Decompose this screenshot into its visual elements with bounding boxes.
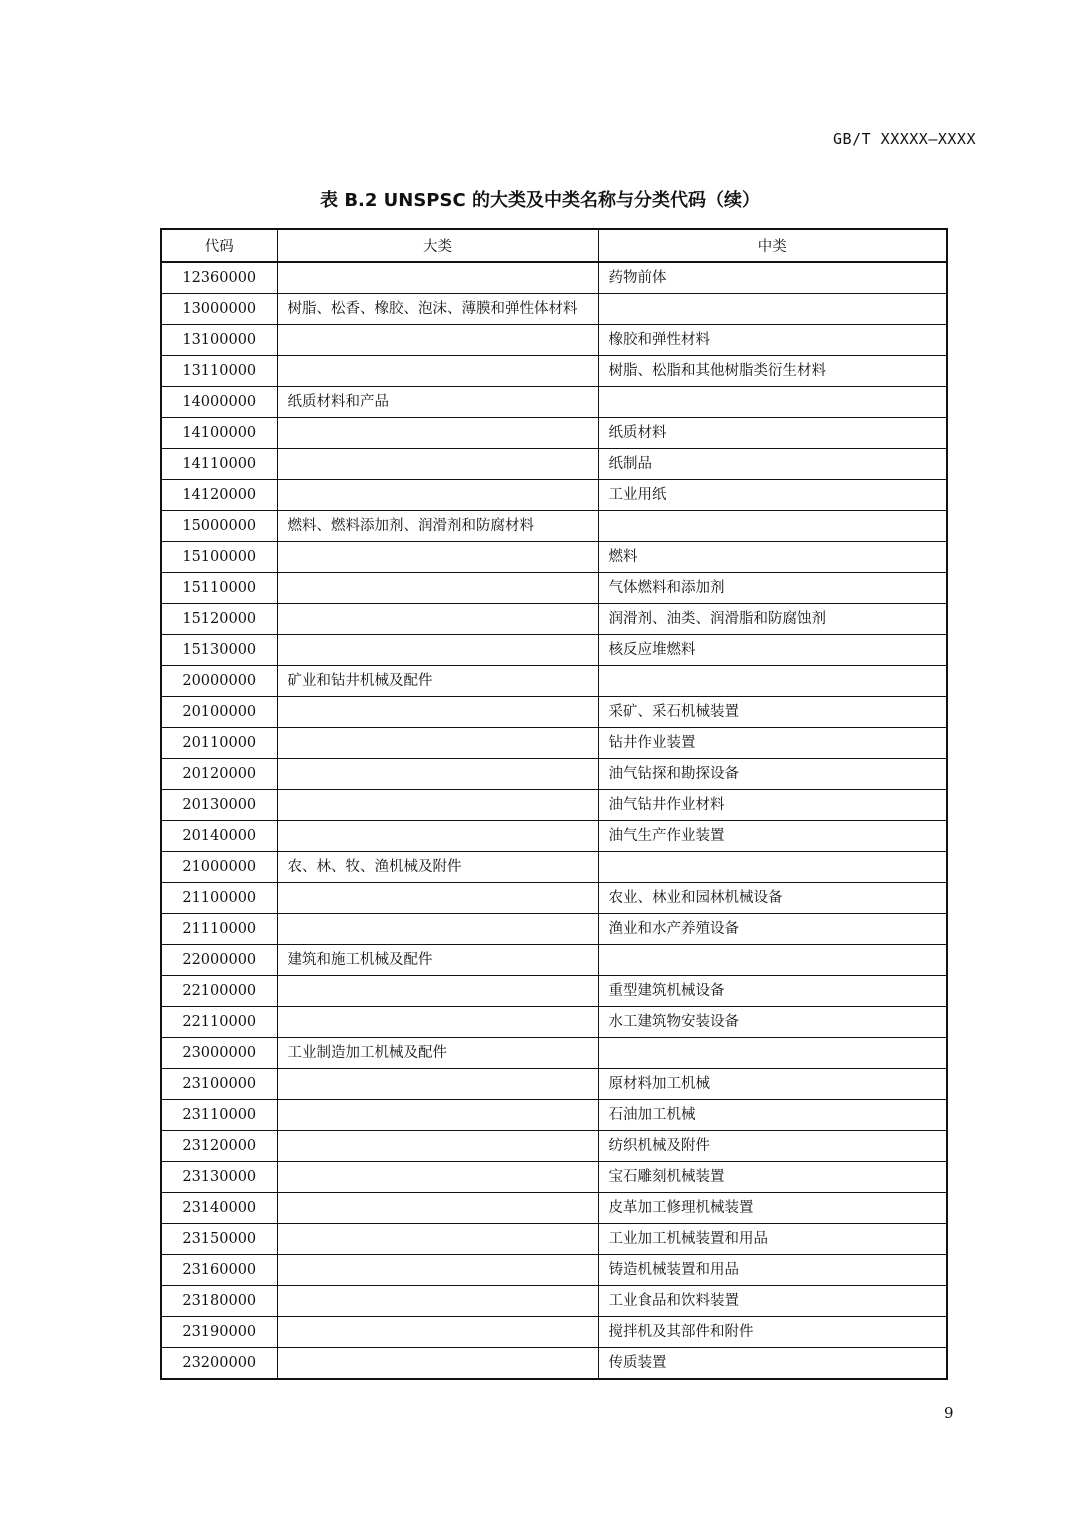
- cell-code: 23100000: [161, 1069, 277, 1100]
- cell-major: [277, 1100, 598, 1131]
- table-row: [161, 356, 947, 387]
- cell-mid: [598, 945, 947, 976]
- table-row: [161, 449, 947, 480]
- table-row: [161, 1255, 947, 1286]
- cell-code: 13000000: [161, 294, 277, 325]
- cell-code: 15100000: [161, 542, 277, 573]
- table-row: [161, 697, 947, 728]
- cell-code: 23190000: [161, 1317, 277, 1348]
- cell-code: 23140000: [161, 1193, 277, 1224]
- table-row: [161, 1286, 947, 1317]
- cell-mid: 油气钻井作业材料: [598, 790, 947, 821]
- cell-code: 15000000: [161, 511, 277, 542]
- cell-mid: 重型建筑机械设备: [598, 976, 947, 1007]
- table-row: [161, 883, 947, 914]
- cell-code: 14100000: [161, 418, 277, 449]
- table-row: [161, 1100, 947, 1131]
- cell-major: [277, 573, 598, 604]
- cell-major: [277, 1162, 598, 1193]
- cell-major: 燃料、燃料添加剂、润滑剂和防腐材料: [277, 511, 598, 542]
- cell-major: [277, 1286, 598, 1317]
- table-row: [161, 635, 947, 666]
- cell-code: 23130000: [161, 1162, 277, 1193]
- cell-mid: [598, 666, 947, 697]
- cell-code: 13100000: [161, 325, 277, 356]
- table-body: [161, 262, 947, 1379]
- table-row: [161, 1317, 947, 1348]
- table-row: [161, 542, 947, 573]
- cell-mid: 纸制品: [598, 449, 947, 480]
- cell-code: 12360000: [161, 262, 277, 294]
- cell-mid: 气体燃料和添加剂: [598, 573, 947, 604]
- cell-code: 20100000: [161, 697, 277, 728]
- cell-code: 15130000: [161, 635, 277, 666]
- cell-code: 23120000: [161, 1131, 277, 1162]
- cell-major: [277, 542, 598, 573]
- cell-code: 20120000: [161, 759, 277, 790]
- cell-code: 23180000: [161, 1286, 277, 1317]
- cell-mid: [598, 1038, 947, 1069]
- table-row: [161, 914, 947, 945]
- cell-major: [277, 759, 598, 790]
- table-row: [161, 945, 947, 976]
- cell-major: [277, 883, 598, 914]
- cell-major: [277, 1007, 598, 1038]
- cell-mid: 传质装置: [598, 1348, 947, 1380]
- cell-major: 树脂、松香、橡胶、泡沫、薄膜和弹性体材料: [277, 294, 598, 325]
- cell-code: 22110000: [161, 1007, 277, 1038]
- cell-mid: 宝石雕刻机械装置: [598, 1162, 947, 1193]
- cell-code: 13110000: [161, 356, 277, 387]
- cell-major: [277, 1224, 598, 1255]
- cell-code: 21100000: [161, 883, 277, 914]
- table-row: [161, 790, 947, 821]
- column-header-code: 代码: [161, 229, 277, 262]
- cell-mid: 纺织机械及附件: [598, 1131, 947, 1162]
- cell-major: [277, 1069, 598, 1100]
- cell-code: 21000000: [161, 852, 277, 883]
- cell-mid: 润滑剂、油类、润滑脂和防腐蚀剂: [598, 604, 947, 635]
- cell-code: 21110000: [161, 914, 277, 945]
- cell-major: [277, 914, 598, 945]
- cell-mid: 工业加工机械装置和用品: [598, 1224, 947, 1255]
- table-row: [161, 418, 947, 449]
- cell-mid: [598, 511, 947, 542]
- cell-code: 23200000: [161, 1348, 277, 1380]
- cell-mid: 工业食品和饮料装置: [598, 1286, 947, 1317]
- table-row: [161, 511, 947, 542]
- table-row: [161, 1007, 947, 1038]
- cell-major: [277, 262, 598, 294]
- table-row: [161, 325, 947, 356]
- cell-code: 14000000: [161, 387, 277, 418]
- cell-code: 23000000: [161, 1038, 277, 1069]
- cell-major: [277, 604, 598, 635]
- cell-major: [277, 635, 598, 666]
- cell-code: 23150000: [161, 1224, 277, 1255]
- cell-mid: 石油加工机械: [598, 1100, 947, 1131]
- table-row: [161, 387, 947, 418]
- table-row: [161, 976, 947, 1007]
- cell-major: [277, 728, 598, 759]
- cell-major: [277, 1348, 598, 1380]
- cell-code: 22000000: [161, 945, 277, 976]
- cell-mid: [598, 294, 947, 325]
- table-row: [161, 1069, 947, 1100]
- table-row: [161, 573, 947, 604]
- table-row: [161, 821, 947, 852]
- table-row: [161, 666, 947, 697]
- cell-major: [277, 1317, 598, 1348]
- table-caption: 表 B.2 UNSPSC 的大类及中类名称与分类代码（续）: [320, 190, 760, 211]
- cell-mid: 铸造机械装置和用品: [598, 1255, 947, 1286]
- cell-mid: 橡胶和弹性材料: [598, 325, 947, 356]
- cell-code: 14120000: [161, 480, 277, 511]
- cell-major: [277, 418, 598, 449]
- cell-mid: 工业用纸: [598, 480, 947, 511]
- cell-major: [277, 821, 598, 852]
- cell-mid: 钻井作业装置: [598, 728, 947, 759]
- cell-major: [277, 790, 598, 821]
- classification-table: [160, 228, 948, 1380]
- cell-major: 建筑和施工机械及配件: [277, 945, 598, 976]
- cell-major: [277, 480, 598, 511]
- cell-mid: [598, 852, 947, 883]
- cell-major: 工业制造加工机械及配件: [277, 1038, 598, 1069]
- table-row: [161, 1193, 947, 1224]
- cell-mid: [598, 387, 947, 418]
- cell-major: [277, 325, 598, 356]
- cell-mid: 搅拌机及其部件和附件: [598, 1317, 947, 1348]
- cell-mid: 树脂、松脂和其他树脂类衍生材料: [598, 356, 947, 387]
- table-row: [161, 604, 947, 635]
- cell-code: 20000000: [161, 666, 277, 697]
- page-number: 9: [944, 1404, 954, 1422]
- column-header-mid: 中类: [598, 229, 947, 262]
- table-row: [161, 294, 947, 325]
- cell-major: [277, 1255, 598, 1286]
- cell-mid: 油气钻探和勘探设备: [598, 759, 947, 790]
- standard-number: GB/T XXXXX—XXXX: [833, 130, 976, 148]
- cell-major: [277, 449, 598, 480]
- table-row: [161, 1224, 947, 1255]
- cell-mid: 核反应堆燃料: [598, 635, 947, 666]
- cell-major: 纸质材料和产品: [277, 387, 598, 418]
- table-row: [161, 1131, 947, 1162]
- table-row: [161, 852, 947, 883]
- cell-mid: 纸质材料: [598, 418, 947, 449]
- table-row: [161, 759, 947, 790]
- cell-mid: 农业、林业和园林机械设备: [598, 883, 947, 914]
- cell-code: 20110000: [161, 728, 277, 759]
- cell-major: [277, 356, 598, 387]
- cell-mid: 原材料加工机械: [598, 1069, 947, 1100]
- cell-mid: 水工建筑物安装设备: [598, 1007, 947, 1038]
- cell-mid: 药物前体: [598, 262, 947, 294]
- cell-mid: 燃料: [598, 542, 947, 573]
- cell-code: 15110000: [161, 573, 277, 604]
- cell-mid: 渔业和水产养殖设备: [598, 914, 947, 945]
- cell-major: [277, 976, 598, 1007]
- cell-mid: 采矿、采石机械装置: [598, 697, 947, 728]
- column-header-major: 大类: [277, 229, 598, 262]
- table-row: [161, 1038, 947, 1069]
- cell-major: 矿业和钻井机械及配件: [277, 666, 598, 697]
- cell-code: 20130000: [161, 790, 277, 821]
- cell-code: 23160000: [161, 1255, 277, 1286]
- table-row: [161, 1348, 947, 1380]
- cell-mid: 皮革加工修理机械装置: [598, 1193, 947, 1224]
- cell-code: 22100000: [161, 976, 277, 1007]
- table-row: [161, 480, 947, 511]
- cell-major: [277, 697, 598, 728]
- cell-code: 23110000: [161, 1100, 277, 1131]
- cell-major: [277, 1131, 598, 1162]
- cell-mid: 油气生产作业装置: [598, 821, 947, 852]
- cell-code: 14110000: [161, 449, 277, 480]
- table-row: [161, 262, 947, 294]
- table-row: [161, 1162, 947, 1193]
- cell-major: 农、林、牧、渔机械及附件: [277, 852, 598, 883]
- table-row: [161, 728, 947, 759]
- cell-code: 20140000: [161, 821, 277, 852]
- table-header: [161, 229, 947, 262]
- cell-major: [277, 1193, 598, 1224]
- header-row: [161, 229, 947, 262]
- cell-code: 15120000: [161, 604, 277, 635]
